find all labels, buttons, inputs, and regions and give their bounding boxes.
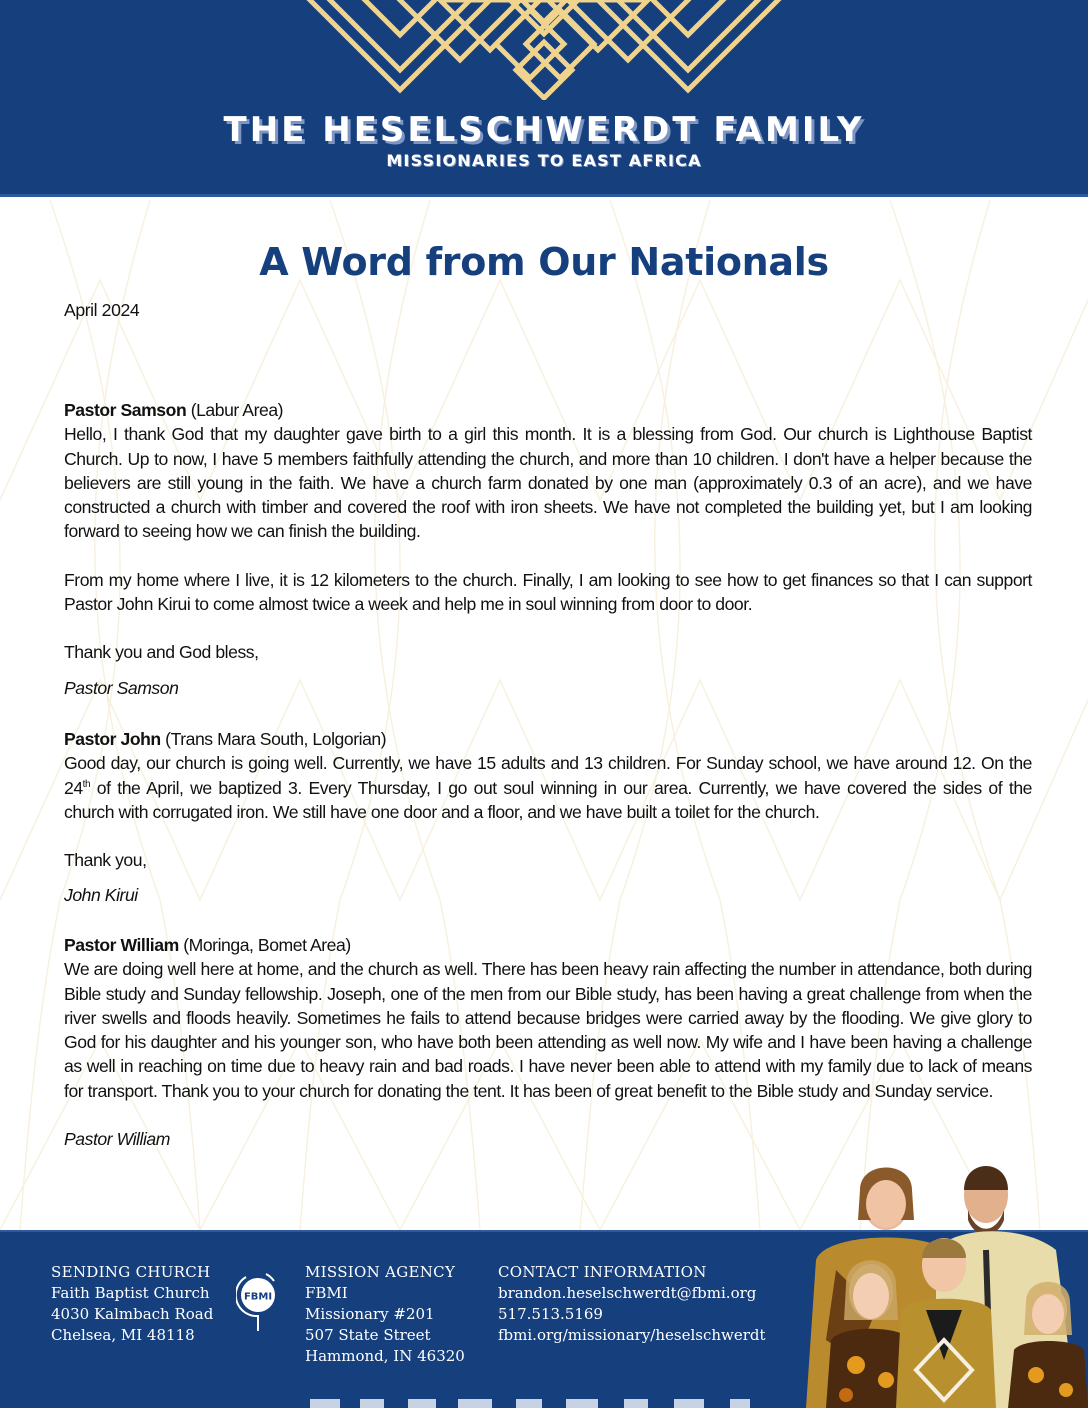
pastor-name: Pastor Samson [64, 400, 187, 420]
letter-paragraph [64, 751, 1032, 824]
letter-pastor-john [64, 727, 1032, 908]
sending-church-info [51, 1262, 213, 1346]
pastor-location: (Trans Mara South, Lolgorian) [160, 729, 387, 749]
letter-heading [64, 398, 1032, 422]
pastor-location: (Moringa, Bomet Area) [178, 935, 351, 955]
letter-heading [64, 727, 1032, 751]
contact-info [498, 1262, 766, 1346]
diamond-ornament-icon [290, 0, 798, 100]
contact-email[interactable]: brandon.heselschwerdt@fbmi.org [498, 1284, 757, 1302]
letter-closing: Thank you and God bless, [64, 642, 259, 663]
footer-line: Chelsea, MI 48118 [51, 1326, 195, 1344]
mission-agency-heading: MISSION AGENCY [305, 1263, 456, 1281]
letter-signature: John Kirui [64, 885, 138, 906]
family-subtitle: MISSIONARIES TO EAST AFRICA [386, 151, 702, 170]
pastor-location: (Labur Area) [186, 400, 284, 420]
letter-date: April 2024 [64, 300, 140, 320]
pastor-name: Pastor John [64, 729, 161, 749]
letter-paragraph: From my home where I live, it is 12 kilometers to the church. Finally, I am looking to see how to get finances so that I can support Pastor John Kirui to come almost twice a week and help me in soul winning from door to door. [64, 569, 1032, 615]
pastor-name: Pastor William [64, 935, 179, 955]
letter-closing: Thank you, [64, 850, 147, 871]
letter-pastor-william [64, 933, 1032, 1151]
contact-website[interactable]: fbmi.org/missionary/heselschwerdt [498, 1326, 766, 1344]
letter-paragraph: Hello, I thank God that my daughter gave birth to a girl this month. It is a blessing from God. Our church is Lighthouse Baptist Church. Up to now, I have 5 members faithfully attending the church, and more than 10 children. I don't have a helper because the believers are still young in the faith. We have a church farm donated by one man (approximately 0.3 of an acre), and we have constructed a church with timber and covered the roof with iron sheets. We have not completed the building yet, but I am looking forward to seeing how we can finish the building. [64, 424, 1032, 542]
fbmi-logo-text: FBMI [243, 1291, 273, 1303]
bottom-decorative-strip [290, 1395, 770, 1408]
sending-church-heading: SENDING CHURCH [51, 1263, 211, 1281]
family-photo [786, 1160, 1088, 1408]
letter-signature: Pastor Samson [64, 677, 179, 698]
letter-paragraph: We are doing well here at home, and the church as well. There has been heavy rain affecting the number in attendance, both during Bible study and Sunday fellowship. Joseph, one of the men from our Bible study, has been having a great challenge from when the river swells and floods heavily. Sometimes he fails to attend because bridges were carried away by the flooding. We give glory to God for his daughter and his younger son, who have both been attending as well now. My wife and I have been having a challenge as well in reaching on time due to heavy rain and bad roads. I have never been able to attend with my family due to lack of means for transport. Thank you to your church for donating the tent. It has been of great benefit to the Bible study and Sunday service. [64, 959, 1032, 1101]
ordinal-suffix: th [82, 778, 91, 790]
contact-phone[interactable]: 517.513.5169 [498, 1305, 603, 1323]
paragraph-text: of the April, we baptized 3. Every Thursday, I go out soul winning in our area. Currently, we have covered the sides of the church with corrugated iron. We still have one door and a floor, and we have built a toilet for the church. [64, 777, 1032, 822]
letter-pastor-samson [64, 398, 1032, 700]
family-title: THE HESELSCHWERDT FAMILY [223, 110, 865, 150]
contact-heading: CONTACT INFORMATION [498, 1263, 707, 1281]
page-title: A Word from Our Nationals [259, 240, 829, 284]
footer-line: Faith Baptist Church [51, 1284, 210, 1302]
paragraph-text: Good day, our church is going well. Currently, we have 15 adults and 13 children. For Sunday school, we have around 12. On the 24 [64, 753, 1032, 798]
fbmi-logo-icon [236, 1271, 280, 1333]
header-banner [0, 0, 1088, 197]
footer-line: FBMI [305, 1284, 348, 1302]
footer-line: 4030 Kalmbach Road [51, 1305, 214, 1323]
footer-line: 507 State Street [305, 1326, 431, 1344]
letter-heading [64, 933, 1032, 957]
letter-signature: Pastor William [64, 1129, 170, 1150]
footer-line: Missionary #201 [305, 1305, 435, 1323]
footer-line: Hammond, IN 46320 [305, 1347, 465, 1365]
mission-agency-info [305, 1262, 465, 1367]
